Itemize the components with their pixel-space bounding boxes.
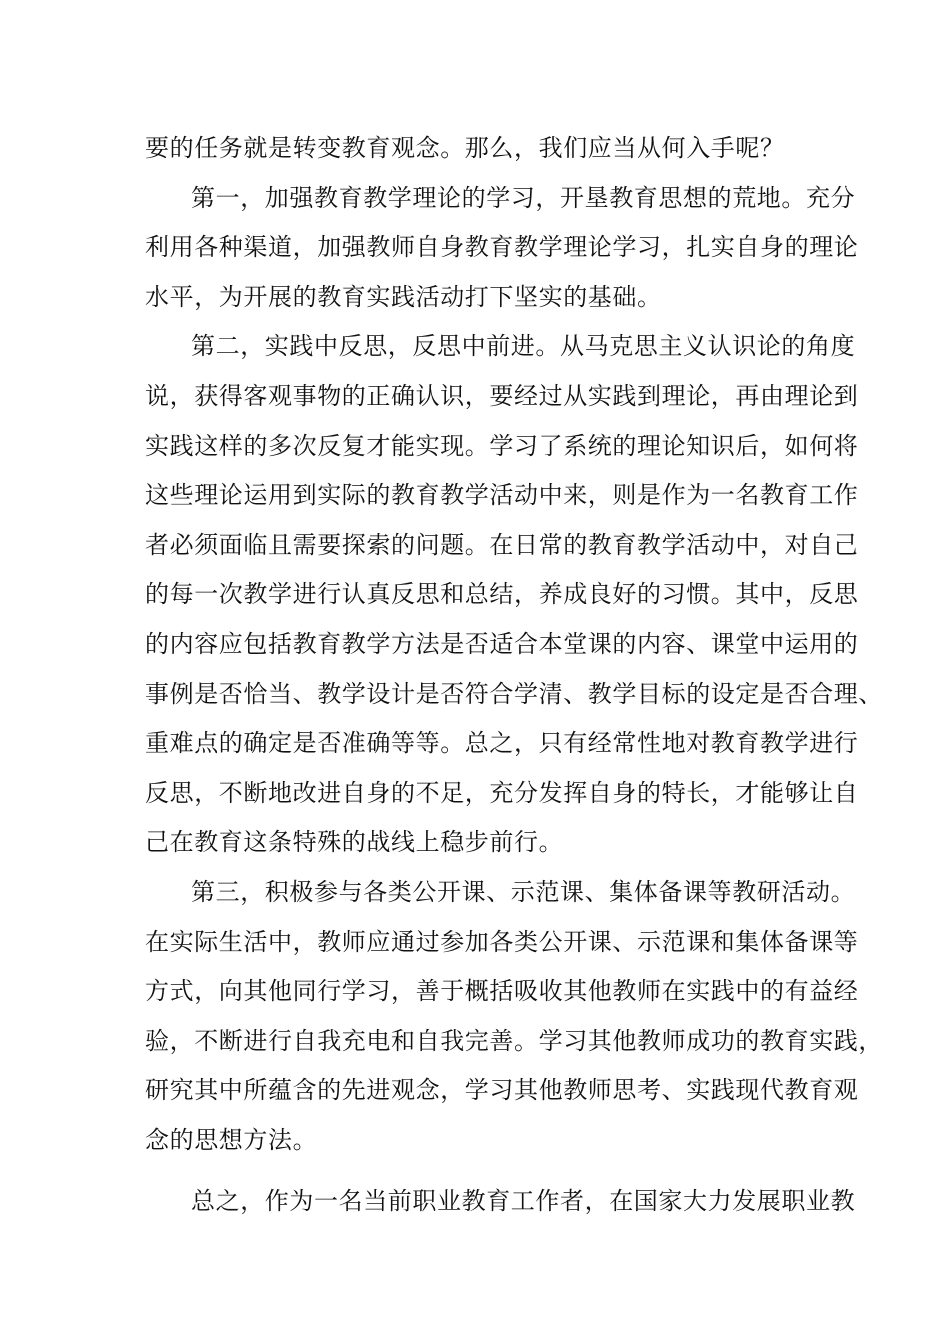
paragraph-first-line: 总之，作为一名当前职业教育工作者，在国家大力发展职业教 <box>191 1187 856 1216</box>
text-line: 己在教育这条特殊的战线上稳步前行。 <box>145 828 564 857</box>
text-line: 要的任务就是转变教育观念。那么，我们应当从何入手呢？ <box>145 134 785 162</box>
text-line: 重难点的确定是否准确等等。总之，只有经常性地对教育教学进行 <box>145 729 859 758</box>
text-line: 者必须面临且需要探索的问题。在日常的教育教学活动中，对自己 <box>145 530 859 559</box>
text-line: 的内容应包括教育教学方法是否适合本堂课的内容、课堂中运用的 <box>145 629 859 658</box>
text-line: 念的思想方法。 <box>145 1125 318 1154</box>
text-line: 这些理论运用到实际的教育教学活动中来，则是作为一名教育工作 <box>145 481 859 510</box>
text-line: 验，不断进行自我充电和自我完善。学习其他教师成功的教育实践， <box>145 1026 883 1055</box>
text-line: 的每一次教学进行认真反思和总结，养成良好的习惯。其中，反思 <box>145 580 859 609</box>
paragraph-first-line: 第一，加强教育教学理论的学习，开垦教育思想的荒地。充分 <box>191 183 856 212</box>
text-line: 实践这样的多次反复才能实现。学习了系统的理论知识后，如何将 <box>145 431 859 460</box>
text-line: 水平，为开展的教育实践活动打下坚实的基础。 <box>145 282 662 311</box>
body-text <box>145 124 883 1227</box>
text-line: 研究其中所蕴含的先进观念，学习其他教师思考、实践现代教育观 <box>145 1076 859 1105</box>
paragraph-first-line: 第二，实践中反思，反思中前进。从马克思主义认识论的角度 <box>191 332 856 361</box>
text-line: 反思，不断地改进自身的不足，充分发挥自身的特长，才能够让自 <box>145 778 859 807</box>
text-line: 说，获得客观事物的正确认识，要经过从实践到理论，再由理论到 <box>145 381 859 410</box>
text-line: 在实际生活中，教师应通过参加各类公开课、示范课和集体备课等 <box>145 927 859 956</box>
paragraph-first-line: 第三，积极参与各类公开课、示范课、集体备课等教研活动。 <box>191 877 856 906</box>
paragraph-gap <box>145 1165 825 1177</box>
text-line: 事例是否恰当、教学设计是否符合学清、教学目标的设定是否合理、 <box>145 679 883 708</box>
text-line: 方式，向其他同行学习，善于概括吸收其他教师在实践中的有益经 <box>145 977 859 1006</box>
text-line: 利用各种渠道，加强教师自身教育教学理论学习，扎实自身的理论 <box>145 233 859 262</box>
